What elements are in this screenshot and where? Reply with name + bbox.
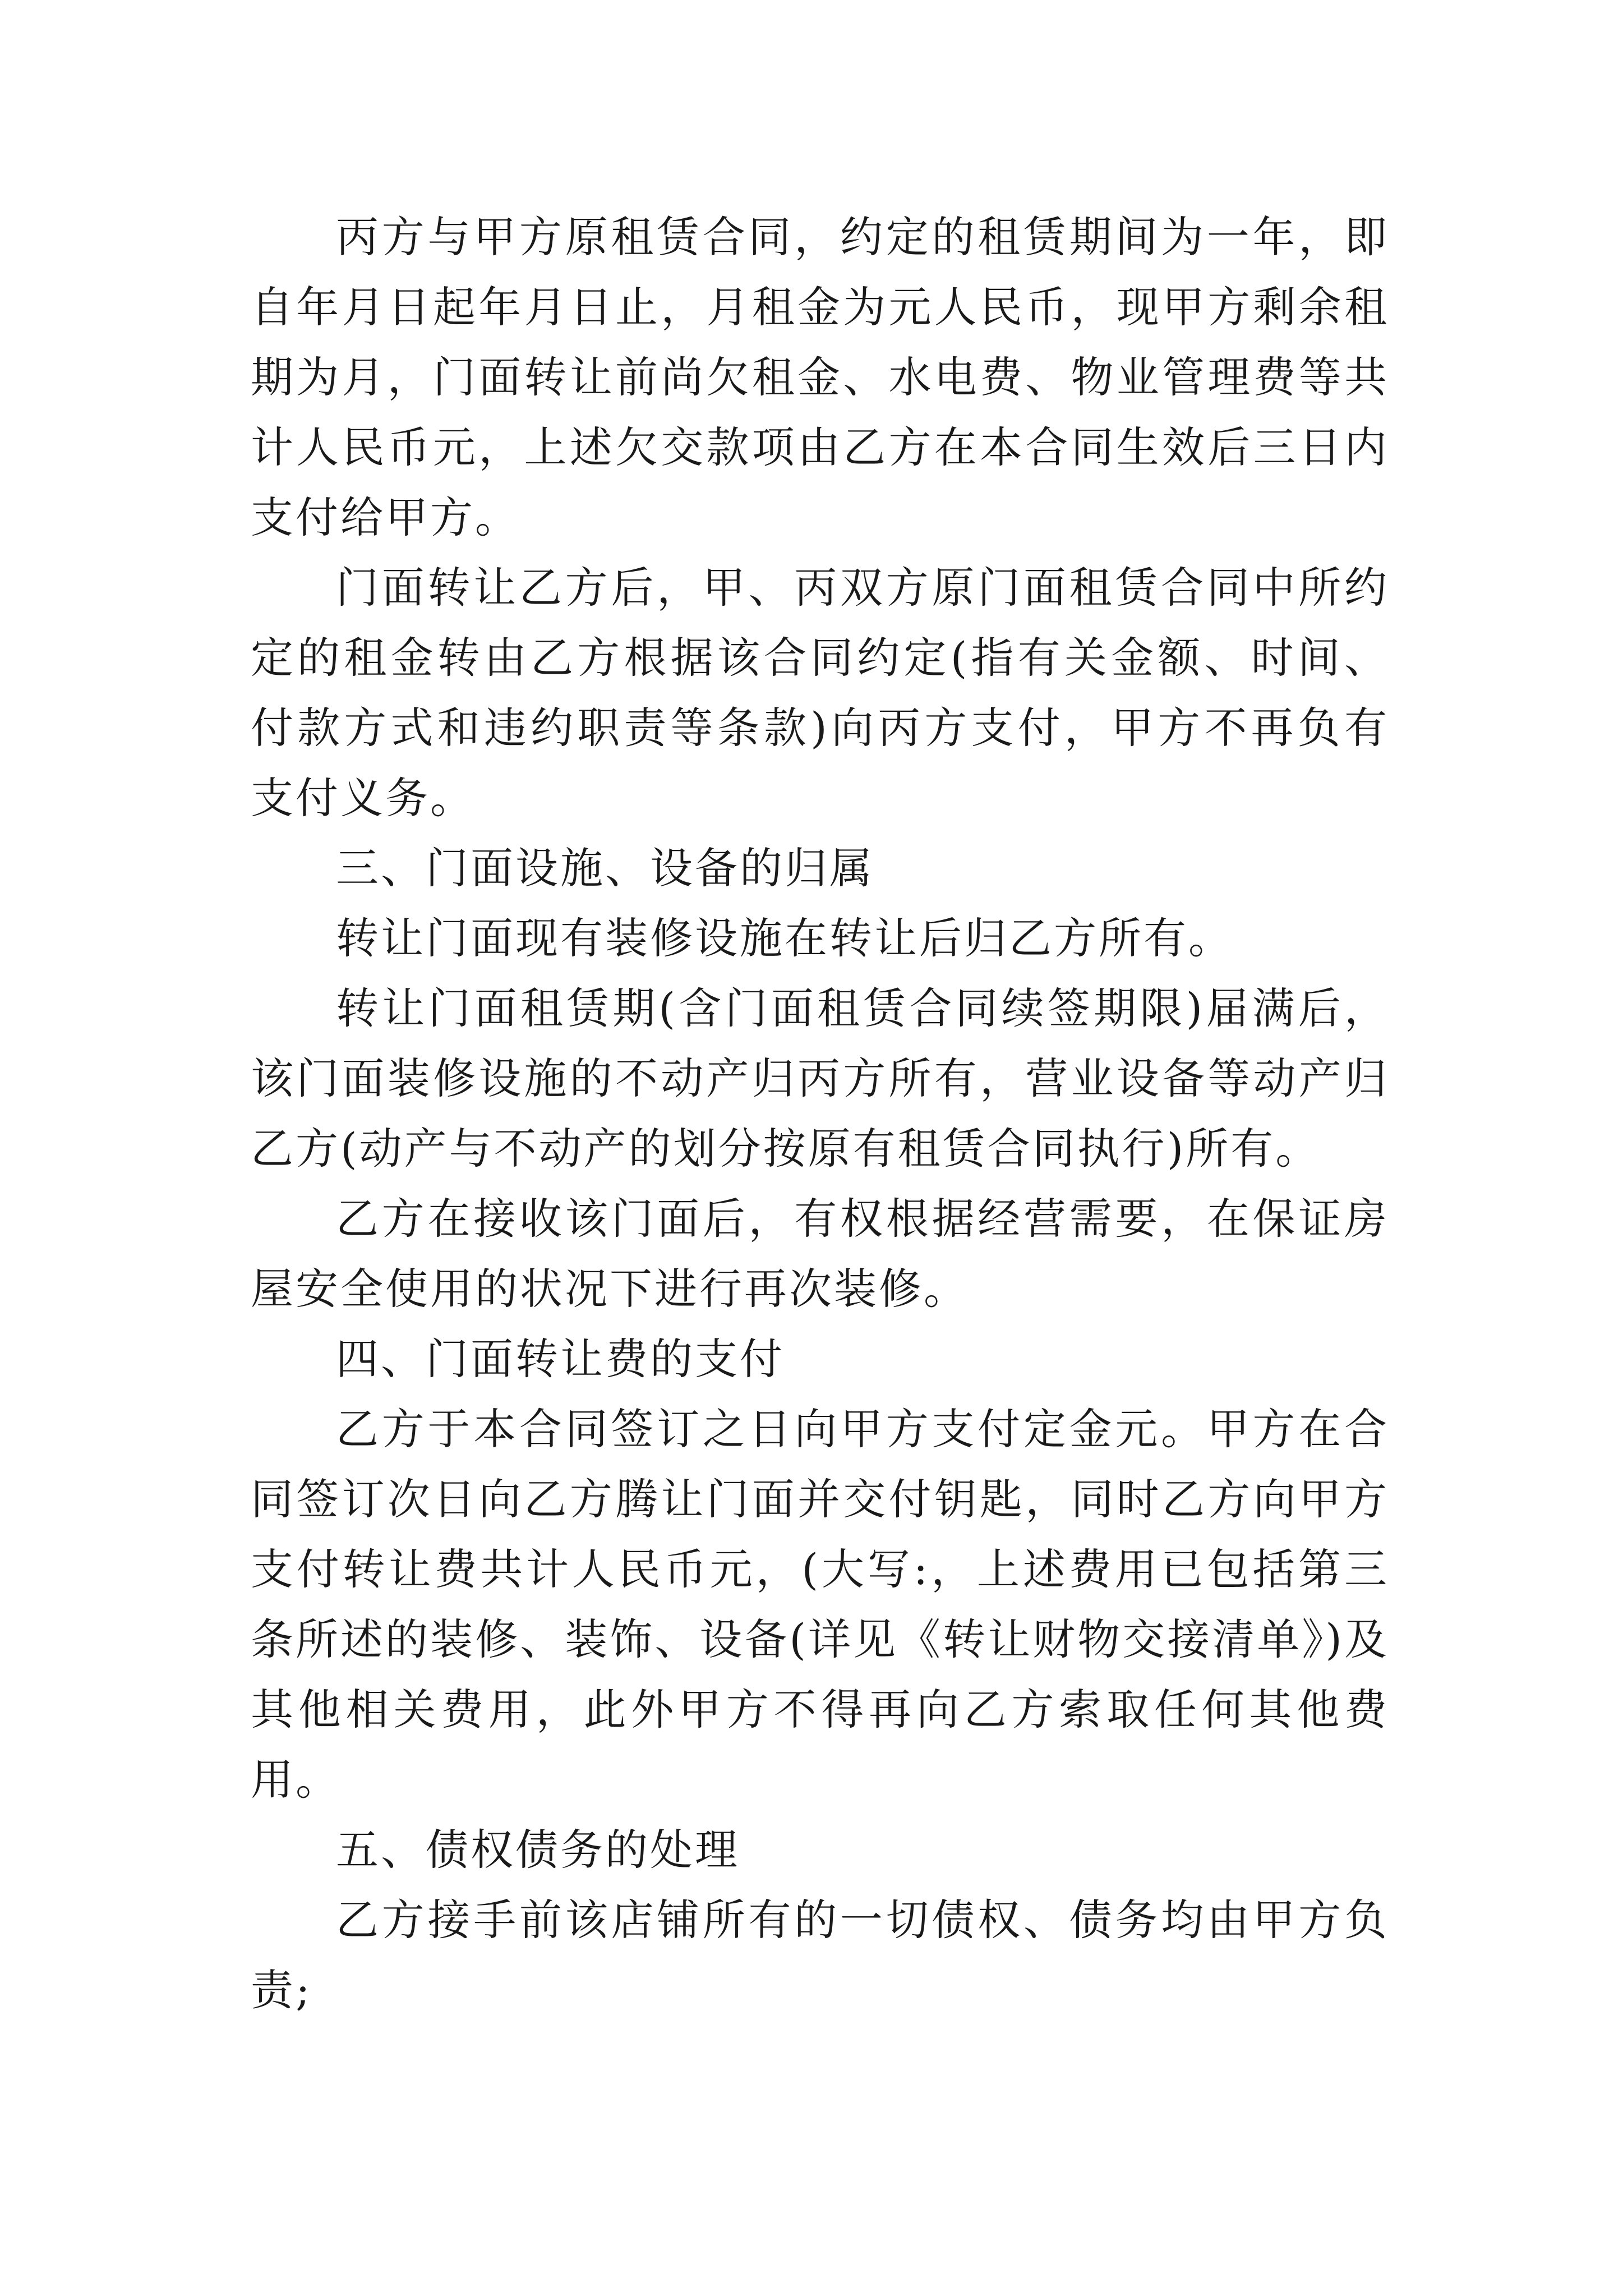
paragraph-debts: 乙方接手前该店铺所有的一切债权、债务均由甲方负责;	[251, 1895, 1389, 2015]
paragraph-lease-expiry: 转让门面租赁期(含门面租赁合同续签期限)届满后，该门面装修设施的不动产归丙方所有，营业设备等动产归乙方(动产与不动产的划分按原有租赁合同执行)所有。	[251, 983, 1389, 1174]
paragraph-redecoration: 乙方在接收该门面后，有权根据经营需要，在保证房屋安全使用的状况下进行再次装修。	[251, 1194, 1389, 1314]
paragraph-decoration-ownership: 转让门面现有装修设施在转让后归乙方所有。	[336, 913, 1233, 963]
paragraph-fee-payment: 乙方于本合同签订之日向甲方支付定金元。甲方在合同签订次日向乙方腾让门面并交付钥匙，同时乙方向甲方支付转让费共计人民币元，(大写:，上述费用已包括第三条所述的装修、装饰、设备(详见《转让财物交接清单》)及其他相关费用，此外甲方不得再向乙方索取任何其他费用。	[251, 1404, 1389, 1805]
section-heading-facilities: 三、门面设施、设备的归属	[336, 843, 874, 893]
paragraph-rent-arrears: 丙方与甲方原租赁合同，约定的租赁期间为一年，即自年月日起年月日止，月租金为元人民币，现甲方剩余租期为月，门面转让前尚欠租金、水电费、物业管理费等共计人民币元，上述欠交款项由乙方在本合同生效后三日内支付给甲方。	[251, 212, 1389, 542]
paragraph-rent-transfer: 门面转让乙方后，甲、丙双方原门面租赁合同中所约定的租金转由乙方根据该合同约定(指有关金额、时间、付款方式和违约职责等条款)向丙方支付，甲方不再负有支付义务。	[251, 563, 1389, 823]
section-heading-debts: 五、债权债务的处理	[336, 1825, 740, 1875]
document-body	[251, 202, 1389, 2025]
section-heading-transfer-fee: 四、门面转让费的支付	[336, 1334, 785, 1384]
